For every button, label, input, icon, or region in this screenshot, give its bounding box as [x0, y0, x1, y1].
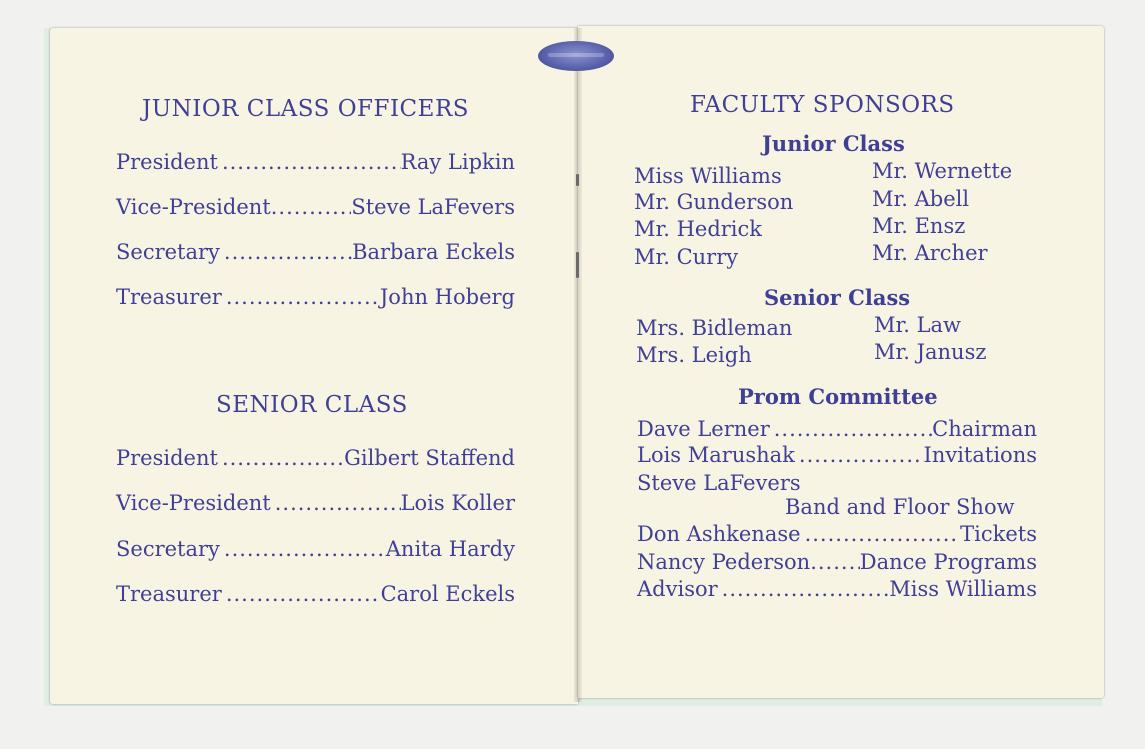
committee-row — [637, 577, 1037, 601]
dot-leader — [801, 522, 961, 546]
right-page — [578, 26, 1104, 698]
committee-member: Advisor — [637, 577, 718, 601]
dot-leader — [222, 582, 381, 606]
junior-officers-title: JUNIOR CLASS OFFICERS — [142, 96, 470, 122]
dot-leader — [718, 577, 890, 601]
officer-role: President — [116, 446, 218, 470]
dot-leader — [271, 491, 401, 515]
officer-role: Treasurer — [116, 285, 222, 309]
committee-member: Lois Marushak — [637, 443, 795, 467]
program-booklet — [44, 24, 1106, 708]
committee-role: Miss Williams — [889, 577, 1037, 601]
faculty-sponsors-title: FACULTY SPONSORS — [690, 92, 955, 118]
junior-officer-row — [116, 285, 515, 309]
senior-class-subheading: Senior Class — [764, 285, 911, 310]
officer-name: Anita Hardy — [385, 537, 515, 561]
senior-officer-row — [116, 582, 515, 606]
center-fold — [574, 28, 582, 702]
prom-committee-subheading: Prom Committee — [738, 384, 938, 409]
officer-role: Secretary — [116, 537, 220, 561]
officer-name: Steve LaFevers — [351, 195, 515, 219]
officer-name: Lois Koller — [400, 491, 515, 515]
senior-officer-row — [116, 537, 515, 561]
binding-cord — [538, 41, 614, 71]
committee-member: Nancy Pederson — [637, 550, 811, 574]
junior-officer-row — [116, 195, 515, 219]
officer-role: Vice-President — [116, 491, 271, 515]
staple — [576, 252, 579, 278]
dot-leader — [770, 417, 932, 441]
officer-name: John Hoberg — [379, 285, 515, 309]
senior-officer-row — [116, 491, 515, 515]
sponsor-name: Mr. Archer — [872, 241, 988, 265]
sponsor-name: Mr. Gunderson — [634, 190, 794, 214]
officer-name: Barbara Eckels — [352, 240, 515, 264]
officer-name: Gilbert Staffend — [344, 446, 515, 470]
dot-leader — [220, 240, 352, 264]
committee-member: Don Ashkenase — [637, 522, 801, 546]
sponsor-name: Mr. Hedrick — [634, 217, 763, 241]
committee-member: Dave Lerner — [637, 417, 770, 441]
sponsor-name: Miss Williams — [634, 164, 782, 188]
sponsor-name: Mrs. Bidleman — [636, 316, 793, 340]
junior-officer-row — [116, 240, 515, 264]
officer-role: Treasurer — [116, 582, 222, 606]
committee-row — [637, 522, 1037, 546]
senior-officer-row — [116, 446, 515, 470]
dot-leader — [220, 537, 386, 561]
sponsor-name: Mr. Law — [874, 313, 962, 337]
committee-row — [637, 417, 1037, 441]
committee-role: Invitations — [923, 443, 1037, 467]
staple — [576, 174, 579, 186]
dot-leader — [222, 285, 380, 309]
officer-name: Carol Eckels — [380, 582, 515, 606]
dot-leader — [218, 446, 344, 470]
committee-role: Dance Programs — [859, 550, 1037, 574]
officer-role: Secretary — [116, 240, 220, 264]
sponsor-name: Mr. Janusz — [874, 340, 987, 364]
sponsor-name: Mr. Abell — [872, 187, 970, 211]
junior-officer-row — [116, 150, 515, 174]
committee-role: Tickets — [960, 522, 1037, 546]
committee-row — [637, 443, 1037, 467]
committee-role: Chairman — [932, 417, 1037, 441]
sponsor-name: Mr. Ensz — [872, 214, 966, 238]
senior-class-title: SENIOR CLASS — [216, 392, 408, 418]
officer-name: Ray Lipkin — [400, 150, 515, 174]
dot-leader — [271, 195, 352, 219]
sponsor-name: Mr. Curry — [634, 245, 739, 269]
committee-role: Band and Floor Show — [785, 495, 1015, 519]
dot-leader — [795, 443, 924, 467]
dot-leader — [218, 150, 401, 174]
committee-row — [637, 550, 1037, 574]
sponsor-name: Mr. Wernette — [872, 159, 1013, 183]
dot-leader — [810, 550, 860, 574]
officer-role: Vice-President — [116, 195, 271, 219]
junior-class-subheading: Junior Class — [762, 131, 905, 156]
sponsor-name: Mrs. Leigh — [636, 343, 752, 367]
committee-member: Steve LaFevers — [637, 471, 801, 495]
officer-role: President — [116, 150, 218, 174]
left-page — [50, 28, 578, 704]
